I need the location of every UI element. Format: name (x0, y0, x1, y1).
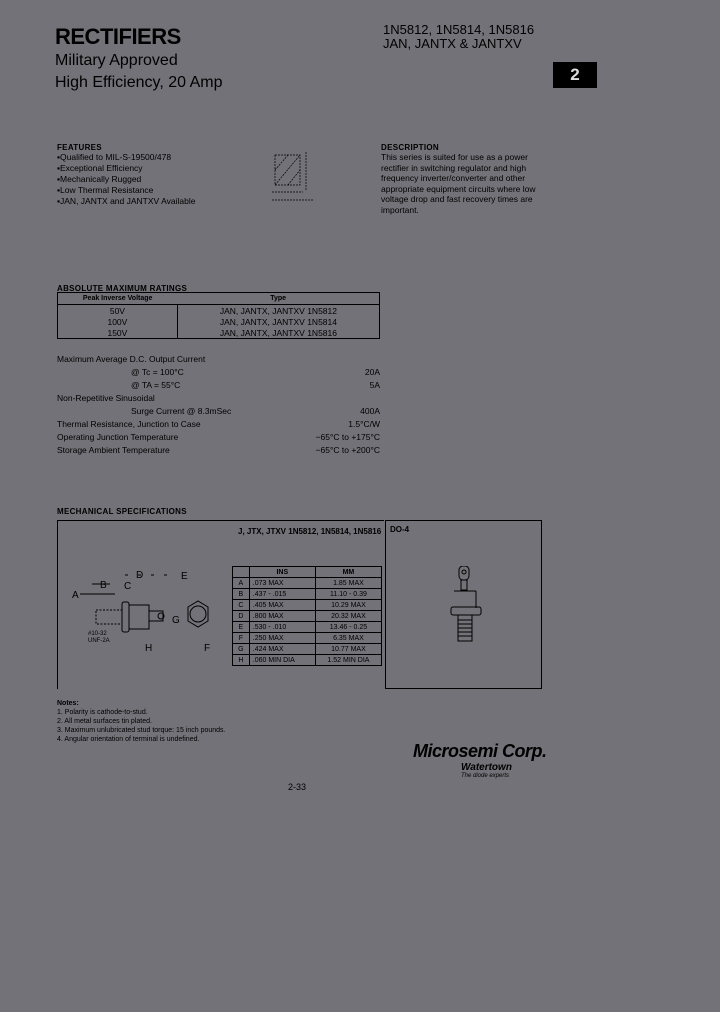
notes-heading: Notes: (57, 700, 79, 707)
logo-tagline: The diode experts (461, 773, 510, 779)
spec-value: 1.5°C/W (348, 419, 380, 429)
page-title: RECTIFIERS (55, 24, 181, 49)
ratings-heading: ABSOLUTE MAXIMUM RATINGS (57, 284, 188, 293)
spec-row (57, 445, 380, 457)
logo-name: Microsemi Corp. (413, 741, 547, 761)
spec-label: @ Tc = 100°C (131, 367, 184, 377)
table-row (233, 644, 382, 655)
note-item: 3. Maximum unlubricated stud torque: 15 inch pounds. (57, 727, 226, 734)
section-tab: 2 (553, 62, 597, 88)
dimension-letter: A (72, 590, 79, 601)
spec-value: 400A (360, 406, 380, 416)
spec-row (57, 367, 380, 379)
dim-cell: 1.85 MAX (315, 578, 381, 589)
mechanical-box-title: J, JTX, JTXV 1N5812, 1N5814, 1N5816 (238, 527, 382, 536)
table-row (233, 589, 382, 600)
spec-value: −65°C to +175°C (315, 432, 380, 442)
dim-cell: .060 MIN DIA (249, 655, 315, 666)
feature-item: ▪ Exceptional Efficiency (57, 163, 257, 174)
spec-row (57, 406, 380, 418)
dim-cell: .073 MAX (249, 578, 315, 589)
table-row (233, 611, 382, 622)
page-number: 2-33 (288, 782, 307, 792)
dim-cell: 20.32 MAX (315, 611, 381, 622)
col-header: Peak Inverse Voltage (58, 293, 178, 305)
package-box (385, 520, 542, 689)
notes (57, 699, 226, 744)
mechanical-heading: MECHANICAL SPECIFICATIONS (57, 507, 187, 516)
note-item: 1. Polarity is cathode-to-stud. (57, 709, 148, 716)
table-row (233, 633, 382, 644)
dim-cell: 13.46 - 0.25 (315, 622, 381, 633)
dimension-letter: F (204, 643, 211, 654)
dimension-letter: H (145, 643, 153, 654)
feature-item: ▪ Qualified to MIL-S-19500/478 (57, 152, 257, 163)
dim-cell: F (233, 633, 250, 644)
dim-cell: 11.10 - 0.39 (315, 589, 381, 600)
dim-cell: 1.52 MIN DIA (315, 655, 381, 666)
type-cell: JAN, JANTX, JANTXV 1N5812 (219, 305, 337, 316)
thread-label: #10-32 (88, 631, 107, 637)
dim-cell: .424 MAX (249, 644, 315, 655)
dim-cell: G (233, 644, 250, 655)
dim-cell: A (233, 578, 250, 589)
col-header: Type (177, 293, 379, 305)
spec-label: @ TA = 55°C (131, 380, 181, 390)
dimension-letter: E (181, 571, 188, 582)
dim-cell: 10.77 MAX (315, 644, 381, 655)
do4-package-icon (446, 566, 486, 646)
spec-value: 20A (364, 367, 380, 377)
description-text: This series is suited for use as a power rectifier in switching regulator and high frequency inverter/converter and other appropriate equipment circuits where low voltage drop and fast recovery times are important. (381, 152, 536, 215)
spec-label: Thermal Resistance, Junction to Case (57, 419, 201, 429)
spec-row (57, 354, 380, 366)
device-drawing-icon (268, 150, 318, 210)
voltage-cell: 100V (58, 316, 178, 327)
type-cell: JAN, JANTX, JANTXV 1N5816 (219, 327, 337, 338)
parts-line-1: 1N5812, 1N5814, 1N5816 (383, 22, 535, 37)
dim-col-header: MM (315, 567, 381, 578)
thread-label: UNF-2A (88, 638, 110, 644)
dim-cell: D (233, 611, 250, 622)
spec-label: Surge Current @ 8.3mSec (131, 406, 232, 416)
table-row (233, 578, 382, 589)
voltage-cell: 50V (58, 305, 178, 317)
features-heading: FEATURES (57, 143, 102, 152)
feature-item: ▪ JAN, JANTX and JANTXV Available (57, 196, 257, 207)
note-item: 2. All metal surfaces tin plated. (57, 718, 152, 725)
dim-col-header (233, 567, 250, 578)
spec-row (57, 380, 380, 392)
package-label: DO-4 (390, 525, 410, 534)
table-row (58, 316, 380, 327)
mechanical-drawing (60, 565, 230, 655)
spec-value: −65°C to +200°C (315, 445, 380, 455)
table-row (233, 655, 382, 666)
features-section (57, 143, 257, 207)
dimension-letter: B (100, 580, 107, 591)
dim-cell: E (233, 622, 250, 633)
dim-col-header: INS (249, 567, 315, 578)
type-cell: JAN, JANTX, JANTXV 1N5814 (219, 316, 337, 327)
dim-cell: .800 MAX (249, 611, 315, 622)
dim-cell: .250 MAX (249, 633, 315, 644)
dim-cell: 6.35 MAX (315, 633, 381, 644)
spec-row (57, 419, 380, 431)
table-row (233, 622, 382, 633)
dimension-letter: G (172, 615, 180, 626)
subtitle-1: Military Approved (55, 52, 178, 69)
description-heading: DESCRIPTION (381, 143, 439, 152)
voltage-cell: 150V (58, 327, 178, 339)
dimensions-table (232, 566, 382, 666)
feature-item: ▪ Low Thermal Resistance (57, 185, 257, 196)
subtitle-2: High Efficiency, 20 Amp (55, 74, 223, 91)
spec-label: Maximum Average D.C. Output Current (57, 354, 206, 364)
dim-cell: .437 - .015 (249, 589, 315, 600)
microsemi-logo (413, 741, 547, 779)
note-item: 4. Angular orientation of terminal is undefined. (57, 736, 200, 743)
table-row (58, 327, 380, 339)
dimension-letter: C (124, 581, 132, 592)
spec-label: Storage Ambient Temperature (57, 445, 170, 455)
dim-cell: .405 MAX (249, 600, 315, 611)
spec-value: 5A (369, 380, 380, 390)
spec-label: Operating Junction Temperature (57, 432, 179, 442)
dim-cell: H (233, 655, 250, 666)
dimension-letter: D (136, 570, 144, 581)
dim-cell: B (233, 589, 250, 600)
spec-row (57, 393, 380, 405)
table-row (58, 305, 380, 317)
feature-item: ▪ Mechanically Rugged (57, 174, 257, 185)
spec-row (57, 432, 380, 444)
parts-line-2: JAN, JANTX & JANTXV (383, 36, 522, 51)
description-section (381, 143, 551, 215)
dim-cell: .530 - .010 (249, 622, 315, 633)
dim-cell: 10.29 MAX (315, 600, 381, 611)
logo-location: Watertown (461, 762, 512, 773)
dim-cell: C (233, 600, 250, 611)
part-numbers (383, 23, 534, 51)
spec-label: Non-Repetitive Sinusoidal (57, 393, 155, 403)
table-row (233, 600, 382, 611)
ratings-table (57, 292, 380, 339)
